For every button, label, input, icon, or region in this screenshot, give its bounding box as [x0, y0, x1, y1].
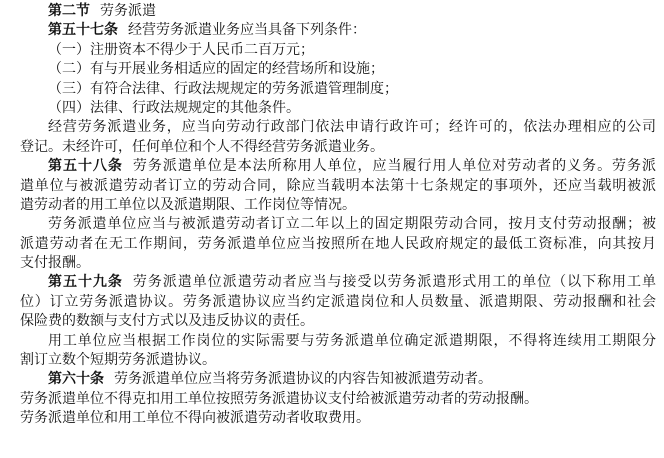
article-60-line-1 [20, 370, 656, 389]
article-57-paragraph-line: 登记。未经许可，任何单位和个人不得经营劳务派遣业务。 [20, 138, 384, 155]
article-58-paragraph-line: 派遣劳动者在无工作期间，劳务派遣单位应当按照所在地人民政府规定的最低工资标准，向其按月 [20, 235, 656, 252]
article-60-label: 第六十条 [48, 371, 104, 388]
article-58-paragraph-line: 劳务派遣单位应当与被派遣劳动者订立二年以上的固定期限劳动合同，按月支付劳动报酬；被 [48, 216, 656, 233]
article-59-paragraph-line: 位）订立劳务派遣协议。劳务派遣协议应当约定派遣岗位和人员数量、派遣期限、劳动报酬和社会 [20, 293, 656, 310]
section-heading [20, 2, 656, 21]
article-57-item-1: （一）注册资本不得少于人民币二百万元； [48, 41, 314, 58]
article-57-line-1 [20, 21, 656, 40]
article-59-label: 第五十九条 [48, 274, 123, 291]
article-58-paragraph-line: 遣单位与被派遣劳动者订立的劳动合同，除应当载明本法第十七条规定的事项外，还应当载明被派 [20, 177, 656, 194]
article-57-label: 第五十七条 [48, 22, 118, 39]
article-text: 劳务派遣单位应当将劳务派遣协议的内容告知被派遣劳动者。 [114, 371, 492, 388]
section-number: 第二节 [48, 3, 90, 19]
article-59-line-1 [20, 273, 656, 292]
article-59-paragraph-line: 保险费的数额与支付方式以及违反协议的责任。 [20, 313, 314, 330]
article-57-item-2: （二）有与开展业务相适应的固定的经营场所和设施； [48, 61, 384, 78]
article-59-paragraph-line: 用工单位应当根据工作岗位的实际需要与劳务派遣单位确定派遣期限，不得将连续用工期限分 [48, 332, 656, 349]
article-58-paragraph-line: 遣劳动者的用工单位以及派遣期限、工作岗位等情况。 [20, 196, 356, 213]
article-text: 劳务派遣单位是本法所称用人单位，应当履行用人单位对劳动者的义务。劳务派 [132, 158, 656, 175]
section-title: 劳务派遣 [100, 3, 156, 19]
article-60-paragraph-line: 劳务派遣单位不得克扣用工单位按照劳务派遣协议支付给被派遣劳动者的劳动报酬。 [20, 390, 538, 407]
article-58-label: 第五十八条 [48, 158, 123, 175]
article-57-paragraph-line: 经营劳务派遣业务，应当向劳动行政部门依法申请行政许可；经许可的，依法办理相应的公司 [48, 119, 656, 136]
article-text: 经营劳务派遣业务应当具备下列条件： [128, 22, 366, 39]
article-59-paragraph-line: 割订立数个短期劳务派遣协议。 [20, 352, 216, 369]
article-58-line-1 [20, 157, 656, 176]
article-60-paragraph-line: 劳务派遣单位和用工单位不得向被派遣劳动者收取费用。 [20, 410, 370, 427]
article-58-paragraph-line: 支付报酬。 [20, 255, 90, 272]
article-57-item-3: （三）有符合法律、行政法规规定的劳务派遣管理制度； [48, 80, 398, 97]
article-text: 劳务派遣单位派遣劳动者应当与接受以劳务派遣形式用工的单位（以下称用工单 [132, 274, 656, 291]
article-57-item-4: （四）法律、行政法规规定的其他条件。 [48, 99, 300, 116]
